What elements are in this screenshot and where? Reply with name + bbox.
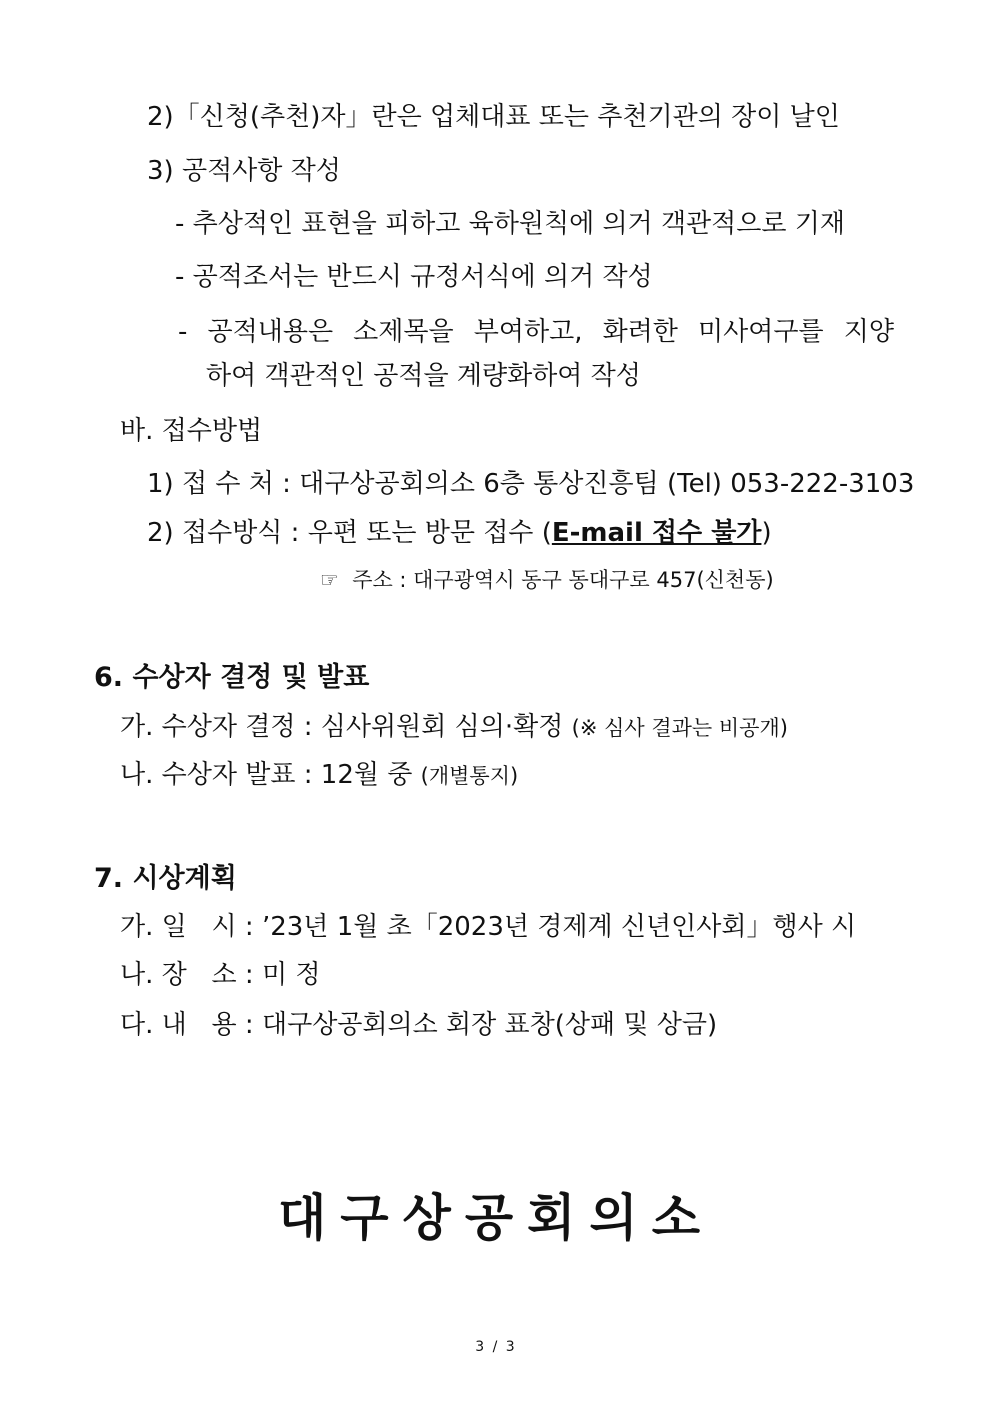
bullet-achievement-content: [178, 315, 894, 349]
organization-name: 대구상공회의소: [277, 1189, 715, 1247]
application-item-2: 2)「신청(추천)자」란은 업체대표 또는 추천기관의 장이 날인: [147, 102, 840, 132]
decision-note: (※ 심사 결과는 비공개): [571, 716, 788, 740]
section-7-heading: 7. 시상계획: [94, 863, 237, 894]
submission-method: 2) 접수방식 : 우편 또는 방문 접수 (E-mail 접수 불가): [147, 518, 772, 548]
pointing-hand-icon: ☞: [320, 568, 339, 592]
winner-announcement: 나. 수상자 발표 : 12월 중 (개별통지): [120, 760, 519, 790]
bullet-word: 소제목을: [353, 317, 454, 347]
award-place: 나. 장 소 : 미 정: [120, 960, 321, 990]
bullet-abstract-expression: - 추상적인 표현을 피하고 육하원칙에 의거 객관적으로 기재: [175, 209, 846, 239]
award-date: 가. 일 시 : ’23년 1월 초「2023년 경제계 신년인사회」행사 시: [120, 912, 857, 942]
application-item-3: 3) 공적사항 작성: [147, 156, 341, 186]
submission-heading: 바. 접수방법: [120, 416, 263, 446]
submission-place: 1) 접 수 처 : 대구상공회의소 6층 통상진흥팀 (Tel) 053-222-3103: [147, 469, 915, 499]
bullet-achievement-content-continued: 하여 객관적인 공적을 계량화하여 작성: [206, 361, 641, 391]
section-6-heading: 6. 수상자 결정 및 발표: [94, 662, 370, 693]
announcement-note: (개별통지): [420, 764, 519, 788]
bullet-word: 지양: [843, 317, 894, 347]
bullet-word: 화려한: [602, 317, 678, 347]
award-content: 다. 내 용 : 대구상공회의소 회장 표창(상패 및 상금): [120, 1010, 718, 1040]
page-number: 3 / 3: [475, 1339, 517, 1355]
bullet-word: 공적내용은: [207, 317, 334, 347]
submission-address: ☞ 주소 : 대구광역시 동구 동대구로 457(신천동): [320, 568, 774, 592]
bullet-word: 부여하고,: [473, 317, 583, 347]
email-not-accepted-notice: E-mail 접수 불가: [551, 518, 762, 548]
bullet-standard-form: - 공적조서는 반드시 규정서식에 의거 작성: [175, 262, 653, 292]
winner-decision: 가. 수상자 결정 : 심사위원회 심의·확정 (※ 심사 결과는 비공개): [120, 712, 788, 742]
bullet-word: 미사여구를: [698, 317, 824, 347]
bullet-word: -: [178, 317, 188, 347]
